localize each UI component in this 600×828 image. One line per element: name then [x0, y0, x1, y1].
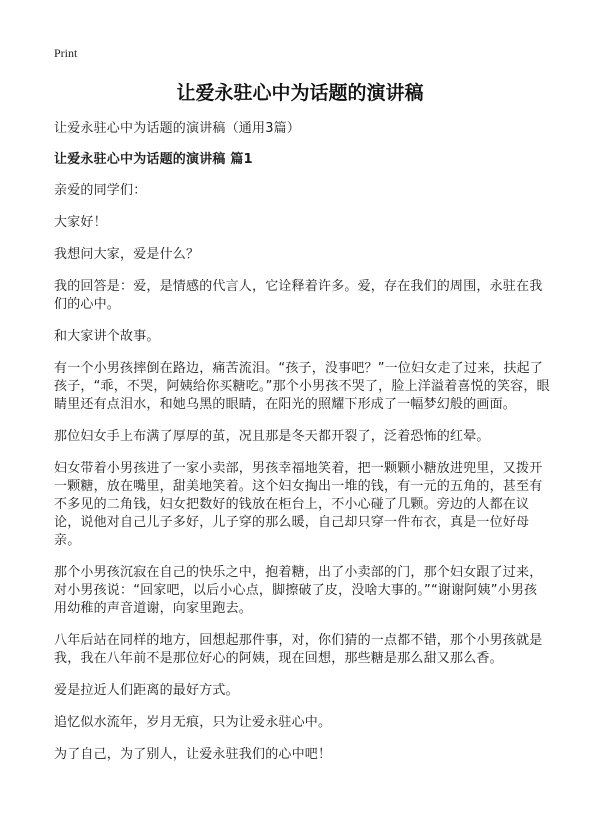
section-heading: 让爱永驻心中为话题的演讲稿 篇1: [54, 152, 253, 167]
document-body: [54, 120, 550, 778]
document-title: 让爱永驻心中为话题的演讲稿: [176, 82, 424, 104]
document-subtitle: 让爱永驻心中为话题的演讲稿（通用3篇）: [54, 121, 301, 136]
paragraph-story-3: 妇女带着小男孩进了一家小卖部，男孩幸福地笑着，把一颗颗小糖放进兜里，又拨开一颗糖，放在嘴里，甜美地笑着。这个妇女掏出一堆的钱，有一元的五角的，甚至有不多见的二角钱，妇女把数好的钱放在柜台上，不小心碰了几颗。旁边的人都在议论，说他对自己儿子多好，儿子穿的那么暖，自己却只穿一件布衣，真是一位好母亲。: [54, 461, 543, 548]
paragraph-story-intro: 和大家讲个故事。: [54, 329, 160, 344]
paragraph-conclusion-3: 为了自己，为了别人，让爱永驻我们的心中吧！: [54, 747, 332, 762]
print-link[interactable]: Print: [54, 46, 78, 60]
paragraph-conclusion-1: 爱是拉近人们距离的最好方式。: [54, 683, 239, 698]
paragraph-story-5: 八年后站在同样的地方，回想起那件事，对，你们猜的一点都不错，那个小男孩就是我，我在八年前不是那位好心的阿姨，现在回想，那些糖是那么甜又那么香。: [54, 633, 543, 666]
paragraph-story-4: 那个小男孩沉寂在自己的快乐之中，抱着糖，出了小卖部的门，那个妇女跟了过来，对小男孩说：“回家吧，以后小心点，脚擦破了皮，没啥大事的。”“谢谢阿姨”小男孩用幼稚的声音道谢，向家里跑去。: [54, 565, 543, 616]
paragraph-conclusion-2: 追忆似水流年，岁月无痕，只为让爱永驻心中。: [54, 715, 332, 730]
paragraph-question: 我想问大家，爱是什么？: [54, 247, 200, 262]
paragraph-story-2: 那位妇女手上布满了厚厚的茧，况且那是冬天都开裂了，泛着恐怖的红晕。: [54, 429, 490, 444]
paragraph-answer: 我的回答是：爱，是情感的代言人，它诠释着许多。爱，存在我们的周围，永驻在我们的心中。: [54, 279, 543, 312]
paragraph-story-1: 有一个小男孩摔倒在路边，痛苦流泪。“孩子，没事吧？”一位妇女走了过来，扶起了孩子，“乖，不哭，阿姨给你买糖吃。”那个小男孩不哭了，脸上洋溢着喜悦的笑容，眼睛里还有点泪水，和她乌黑的眼睛，在阳光的照耀下形成了一幅梦幻般的画面。: [54, 361, 550, 412]
paragraph-hello: 大家好！: [54, 215, 107, 230]
paragraph-greeting: 亲爱的同学们：: [54, 183, 147, 198]
